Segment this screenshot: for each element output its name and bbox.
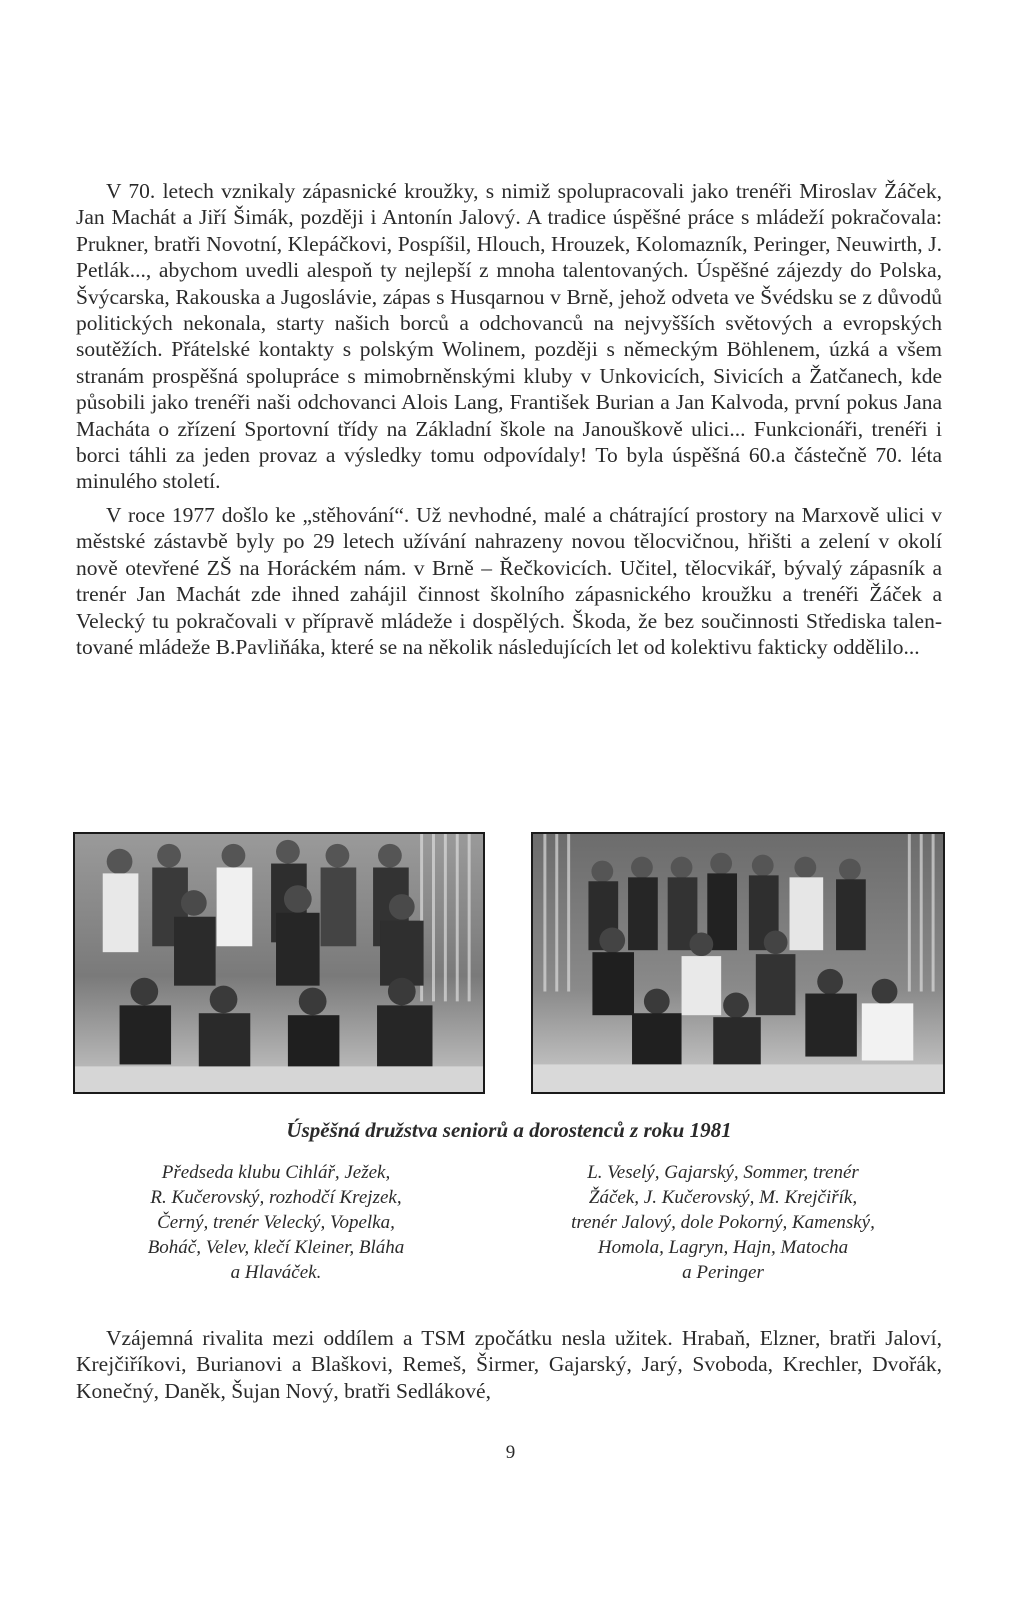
photo-row [73,832,945,1097]
paragraph-2: V roce 1977 došlo ke „stěhování“. Už nevhodné, malé a chátrající prostory na Marxově ulici v městské zástavbě byly po 29 letech užívání nahrazeny novou tělocvičnou, hřišti a zelení v okolí nově otevřené ZŠ na Horáckém nám. v Brně – Řečkovicích. Učitel, tělocvikář, bývalý zápasník a trenér Jan Machát zde ihned zahájil činnost školního zápasnického kroužku a trenéři Žáček a Velecký tu pokračovali v přípravě mládeže i dospělých. Škoda, že bez součinnosti Střediska talentované mládeže B.Pavliňáka, které se na několik následujících let od kolektivu fakticky oddělilo... [76,502,942,659]
page-number: 9 [505,1442,516,1463]
caption-right-names [548,1160,898,1285]
caption-left-line: Předseda klubu Cihlář, Ježek, [161,1162,391,1183]
team-photo-seniors [73,832,485,1094]
photo-caption-title: Úspěšná družstva seniorů a dorostenců z roku 1981 [286,1118,732,1142]
team-photo-juniors [531,832,945,1094]
caption-left-line: Černý, trenér Velecký, Vopelka, [157,1212,395,1233]
caption-left-line: Boháč, Velev, klečí Kleiner, Bláha [147,1237,405,1258]
caption-left-line: R. Kučerovský, rozhodčí Krejzek, [150,1187,402,1208]
caption-right-line: Homola, Lagryn, Hajn, Matocha [597,1237,849,1258]
caption-left-names [106,1160,446,1285]
caption-left-line: a Hlaváček. [230,1262,322,1283]
paragraph-1: V 70. letech vznikaly zápasnické kroužky, s nimiž spolupracovali jako trenéři Miroslav Žáček, Jan Machát a Jiří Šimák, později i Antonín Jalový. A tradice úspěšné práce s mládeží pokračovala: Prukner, bratři Novotní, Klepáčkovi, Pospíšil, Hlouch, Hrouzek, Kolomazník, Peringer, Neuwirth, J. Petlák..., abychom uvedli alespoň ty nejlepší z mnoha talentovaných. Úspěšné zájezdy do Polska, Švýcarska, Rakouska a Jugoslávie, zápas s Husqarnou v Brně, jehož odveta ve Švédsku se z důvodů politických nekonala, starty našich borců a odchovanců na nejvyšších světových a evropských soutěžích. Přátelské kontakty s polským Wolinem, později s německým Böhlenem, úzká a všem stranám prospěšná spolupráce s mimobrněnskými kluby v Unkovicích, Sivicích a Žatčanech, kde působili jako trenéři naši odchovanci Alois Lang, František Burian a Jan Kalvoda, první pokus Jana Macháta o zřízení Sportovní třídy na Základní škole na Janouškově ulici... Funkcionáři, trenéři i borci táhli za jeden provaz a výsledky tomu odpovídaly! To byla úspěšná 60.a částečně 70. léta minulého století. [76,179,942,494]
paragraph-3: Vzájemná rivalita mezi oddílem a TSM zpočátku nesla užitek. Hrabaň, Elzner, bratři Jaloví, Krejčiříkovi, Burianovi a Blaškovi, Remeš, Širmer, Gajarský, Jarý, Svoboda, Krechler, Dvořák, Konečný, Daněk, Šujan Nový, bratři Sedlákové, [76,1326,942,1403]
caption-right-line: L. Veselý, Gajarský, Sommer, trenér [587,1162,859,1183]
body-text-continued [76,1325,942,1404]
body-text [76,178,942,660]
caption-right-line: Žáček, J. Kučerovský, M. Krejčiřík, [588,1187,858,1208]
caption-right-line: trenér Jalový, dole Pokorný, Kamenský, [571,1212,875,1233]
caption-right-line: a Peringer [682,1262,764,1283]
